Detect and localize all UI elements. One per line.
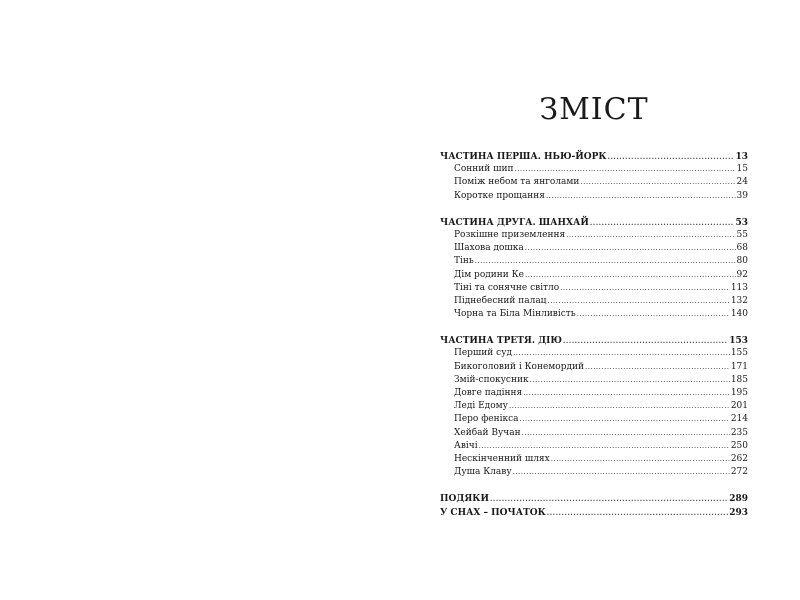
toc-chapter-entry[interactable] <box>440 387 748 400</box>
dot-leader <box>547 295 729 308</box>
dot-leader <box>580 176 735 189</box>
toc-page-number: 53 <box>735 217 748 228</box>
dot-leader <box>560 282 730 295</box>
toc-chapter-entry[interactable] <box>440 295 748 308</box>
toc-entry-label: Бикоголовий і Конемордий <box>454 361 585 372</box>
toc-entry-label: Нескінченний шлях <box>454 453 550 464</box>
dot-leader <box>513 347 730 360</box>
toc-page-number: 55 <box>736 229 748 240</box>
toc-page-number: 39 <box>736 190 748 201</box>
toc-page-number: 293 <box>729 507 748 518</box>
toc-chapter-entry[interactable] <box>440 440 748 453</box>
toc-entry-label: Перо фенікса <box>454 414 519 425</box>
toc-part-entry[interactable] <box>440 334 748 347</box>
toc-chapter-entry[interactable] <box>440 163 748 176</box>
toc-page-number: 272 <box>730 467 748 478</box>
toc-page-number: 140 <box>730 309 748 320</box>
toc-page-number: 195 <box>730 388 748 398</box>
toc-entry-label: Змій-спокусник <box>454 374 529 385</box>
toc-page-number: 201 <box>730 401 748 412</box>
dot-leader <box>546 190 736 203</box>
dot-leader <box>490 492 728 505</box>
dot-leader <box>513 466 730 479</box>
toc-part-entry[interactable] <box>440 150 748 163</box>
toc-entry-label: ПОДЯКИ <box>440 494 489 505</box>
toc-chapter-entry[interactable] <box>440 361 748 374</box>
toc-entry-label: ЧАСТИНА ПЕРША. НЬЮ-ЙОРК <box>440 152 607 162</box>
toc-chapter-entry[interactable] <box>440 176 748 189</box>
toc-page-number: 171 <box>730 361 748 372</box>
dot-leader <box>585 361 730 374</box>
toc-part-entry[interactable] <box>440 506 748 519</box>
toc-page-number: 13 <box>735 152 748 162</box>
toc-entry-label: Тіні та сонячне світло <box>454 282 560 293</box>
toc-entry-label: ЧАСТИНА ДРУГА. ШАНХАЙ <box>440 217 589 228</box>
toc-page-number: 250 <box>730 440 748 451</box>
dot-leader <box>520 413 730 426</box>
toc-chapter-entry[interactable] <box>440 427 748 440</box>
toc-page-number: 153 <box>729 336 748 347</box>
dot-leader <box>590 216 735 229</box>
dot-leader <box>475 255 736 268</box>
dot-leader <box>577 308 730 321</box>
toc-entry-label: Коротке прощання <box>454 190 545 201</box>
toc-part-entry[interactable] <box>440 492 748 505</box>
toc-chapter-entry[interactable] <box>440 255 748 268</box>
toc-section-back-matter <box>440 492 748 518</box>
toc-page-number: 80 <box>736 256 748 267</box>
toc-entry-label: Поміж небом та янголами <box>454 177 580 188</box>
toc-entry-label: Піднебесний палац <box>454 295 547 306</box>
toc-chapter-entry[interactable] <box>440 282 748 295</box>
toc-chapter-entry[interactable] <box>440 374 748 387</box>
toc-page-number: 132 <box>730 295 748 306</box>
page-title: ЗМІСТ <box>539 92 649 127</box>
toc-entry-label: У СНАХ – ПОЧАТОК <box>440 507 546 518</box>
toc-section-part-1 <box>440 150 748 203</box>
toc-entry-label: Тінь <box>454 256 474 267</box>
toc-entry-label: Дім родини Ке <box>454 269 524 280</box>
toc-entry-label: Хейбай Вучан <box>454 427 521 438</box>
toc-part-entry[interactable] <box>440 216 748 229</box>
toc-chapter-entry[interactable] <box>440 229 748 242</box>
dot-leader <box>547 506 728 519</box>
toc-entry-label: Розкішне приземлення <box>454 229 566 240</box>
dot-leader <box>522 427 730 440</box>
toc-page-number: 15 <box>736 164 748 175</box>
toc-section-part-3 <box>440 334 748 479</box>
toc-page-number: 289 <box>729 494 748 505</box>
dot-leader <box>525 269 736 282</box>
toc-page-number: 113 <box>730 282 748 293</box>
dot-leader <box>608 150 735 163</box>
toc-entry-label: Душа Клаву <box>454 467 512 478</box>
toc-chapter-entry[interactable] <box>440 269 748 282</box>
toc-chapter-entry[interactable] <box>440 400 748 413</box>
toc-entry-label: Перший суд <box>454 348 513 359</box>
toc-entry-label: ЧАСТИНА ТРЕТЯ. ДІЮ <box>440 336 562 347</box>
toc-chapter-entry[interactable] <box>440 308 748 321</box>
toc-entry-label: Чорна та Біла Мінливість <box>454 309 576 320</box>
toc-page-number: 155 <box>730 348 748 359</box>
toc-page-number: 185 <box>730 374 748 385</box>
toc-chapter-entry[interactable] <box>440 242 748 255</box>
toc-chapter-entry[interactable] <box>440 466 748 479</box>
toc-chapter-entry[interactable] <box>440 190 748 203</box>
dot-leader <box>525 242 736 255</box>
table-of-contents <box>440 150 748 532</box>
toc-section-part-2 <box>440 216 748 322</box>
toc-page-number: 235 <box>730 427 748 438</box>
toc-page-number: 24 <box>736 177 748 188</box>
dot-leader <box>530 374 730 387</box>
toc-entry-label: Авічі <box>454 440 478 451</box>
toc-entry-label: Сонний шип <box>454 164 514 175</box>
toc-chapter-entry[interactable] <box>440 453 748 466</box>
dot-leader <box>515 163 736 176</box>
toc-page-number: 68 <box>736 243 748 254</box>
toc-page-number: 214 <box>730 414 748 425</box>
toc-page-number: 262 <box>730 453 748 464</box>
dot-leader <box>551 453 730 466</box>
toc-entry-label: Леді Едому <box>454 401 508 412</box>
dot-leader <box>523 387 730 400</box>
toc-entry-label: Довге падіння <box>454 388 523 398</box>
toc-entry-label: Шахова дошка <box>454 243 524 254</box>
toc-chapter-entry[interactable] <box>440 413 748 426</box>
dot-leader <box>509 400 730 413</box>
toc-page-number: 92 <box>736 269 748 280</box>
dot-leader <box>563 334 728 347</box>
dot-leader <box>479 440 730 453</box>
toc-chapter-entry[interactable] <box>440 347 748 360</box>
dot-leader <box>566 229 735 242</box>
